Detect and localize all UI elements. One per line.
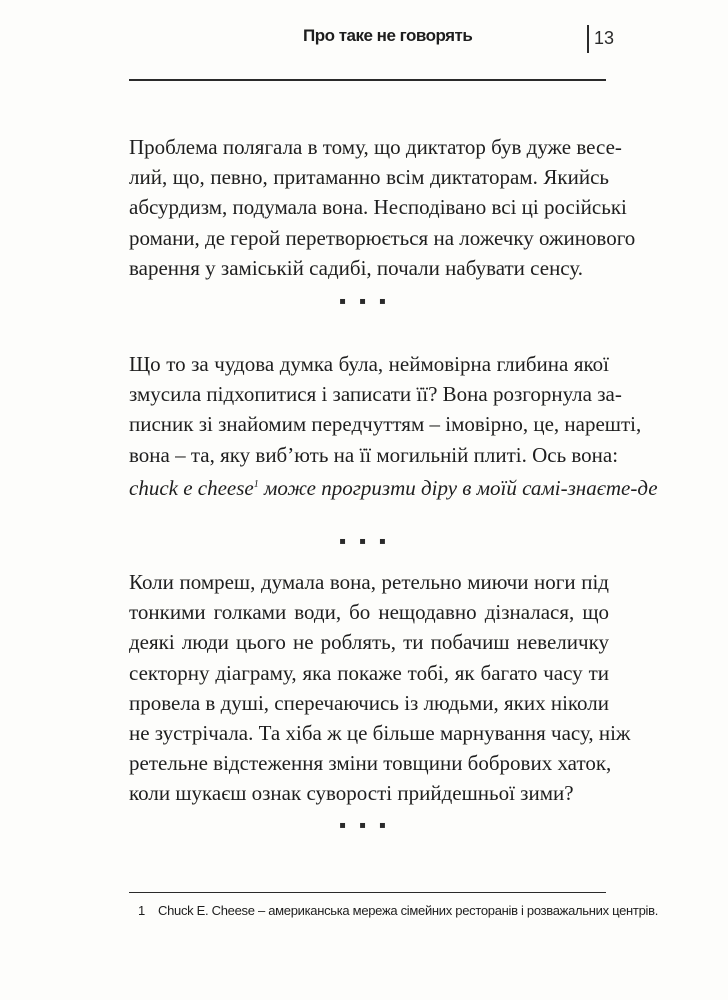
text-line: не зустрічала. Та хіба ж це більше марнування часу, ніж bbox=[129, 721, 631, 746]
text-line: романи, де герой перетворюється на ложечку ожинового bbox=[129, 225, 636, 250]
running-title: Про таке не говорять bbox=[303, 26, 473, 45]
text-line: лий, що, певно, притаманно всім диктаторам. Якийсь bbox=[129, 165, 609, 190]
page-number: 13 bbox=[594, 28, 615, 48]
text-line: коли шукаєш ознак суворості прийдешньої зими? bbox=[129, 781, 574, 806]
header-rule bbox=[129, 79, 606, 81]
text-line: провела в душі, сперечаючись із людьми, яких ніколи bbox=[129, 690, 609, 715]
section-separator: ▪ ▪ ▪ bbox=[339, 536, 391, 547]
page-number-divider bbox=[587, 25, 589, 53]
text-line: Проблема полягала в тому, що диктатор був дуже весе- bbox=[129, 135, 622, 159]
text-line: вона – та, яку виб’ють на її могильній плиті. Ось вона: bbox=[129, 442, 619, 467]
paragraph-3 bbox=[129, 567, 631, 809]
italic-quote bbox=[129, 473, 658, 503]
quote-lead: chuck e cheese bbox=[129, 476, 254, 500]
paragraph-2 bbox=[129, 349, 642, 470]
text-line: ретельне відстеження зміни товщини бобрових хаток, bbox=[129, 751, 612, 776]
text-line: тонкими голками води, бо нещодавно дізналася, що bbox=[129, 600, 609, 625]
footnote-number: 1 bbox=[138, 903, 145, 918]
page-header bbox=[0, 0, 728, 80]
text-line: секторну діаграму, яка покаже тобі, як багато часу ти bbox=[129, 660, 609, 685]
text-line: змусила підхопитися і записати її? Вона розгорнула за- bbox=[129, 382, 622, 407]
text-line: Коли помреш, думала вона, ретельно миючи ноги під bbox=[129, 570, 609, 594]
footnote-rule bbox=[129, 892, 606, 893]
paragraph-1 bbox=[129, 132, 636, 283]
text-line: варення у заміській садибі, почали набувати сенсу. bbox=[129, 255, 584, 280]
section-separator: ▪ ▪ ▪ bbox=[339, 296, 391, 307]
footnote-marker[interactable]: 1 bbox=[253, 479, 259, 490]
footnote bbox=[138, 903, 659, 918]
text-line: абсурдизм, подумала вона. Несподівано всі ці російські bbox=[129, 195, 627, 220]
footnote-text: Chuck E. Cheese – американська мережа сімейних ресторанів і розважальних центрів. bbox=[158, 903, 659, 918]
text-line: писник зі знайомим передчуттям – імовірно, це, нарешті, bbox=[129, 412, 642, 437]
quote-rest: може прогризти діру в моїй самі-знаєте-де bbox=[258, 476, 658, 500]
section-separator: ▪ ▪ ▪ bbox=[339, 820, 391, 831]
text-line: деякі люди цього не роблять, ти побачиш невеличку bbox=[129, 630, 609, 655]
text-line: Що то за чудова думка була, неймовірна глибина якої bbox=[129, 352, 609, 376]
